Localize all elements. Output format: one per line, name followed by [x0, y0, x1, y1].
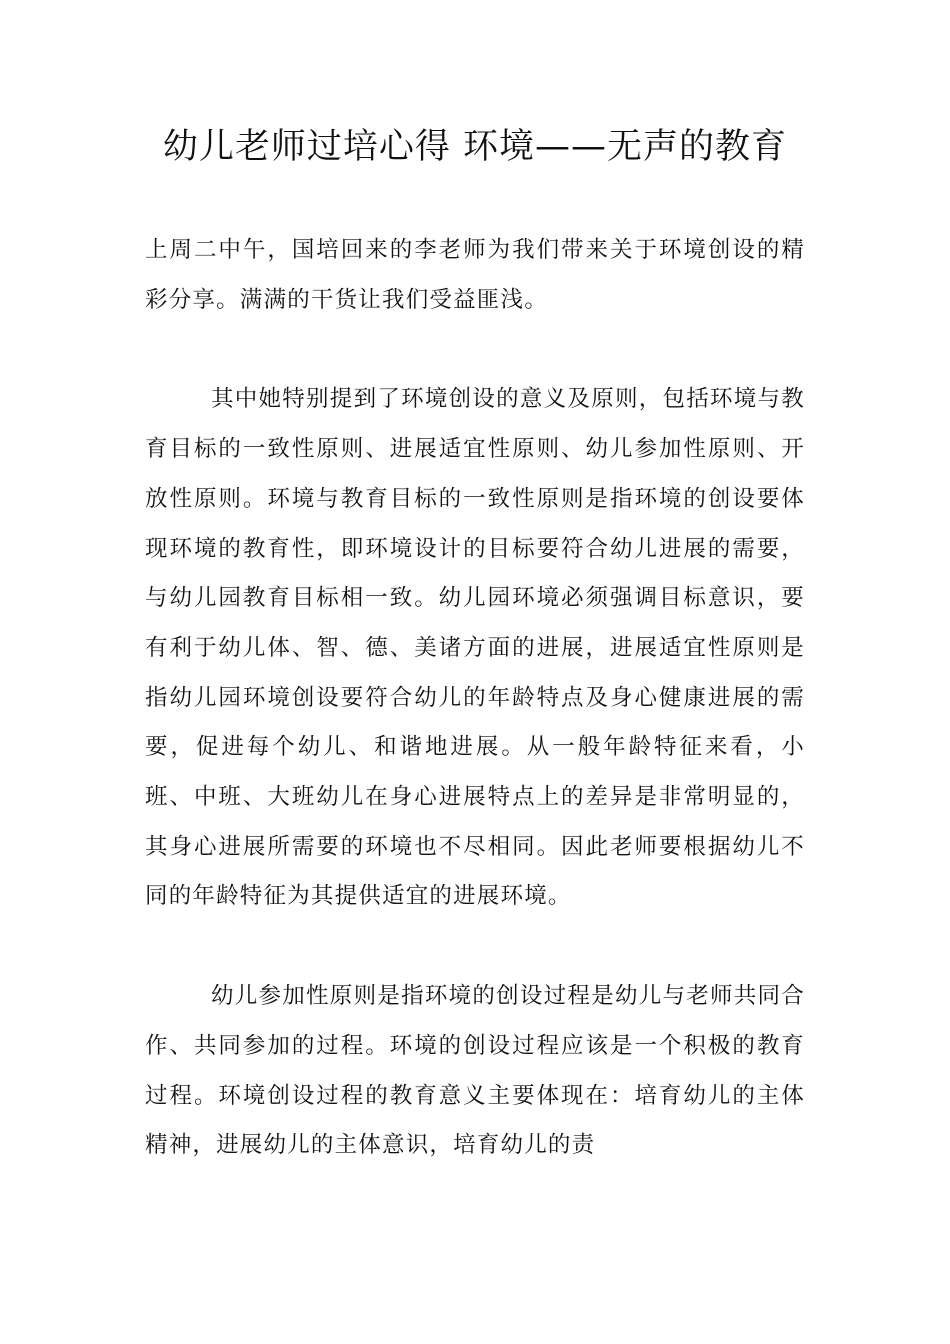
document-title: 幼儿老师过培心得 环境——无声的教育	[162, 127, 788, 167]
paragraph-participation: 幼儿参加性原则是指环境的创设过程是幼儿与老师共同合作、共同参加的过程。环境的创设过程应该是一个积极的教育过程。环境创设过程的教育意义主要体现在：培育幼儿的主体精神，进展幼儿的主体意识，培育幼儿的责	[145, 983, 805, 1159]
paragraph-spacer	[145, 325, 805, 375]
document-body	[145, 226, 805, 1171]
paragraph-principles: 其中她特别提到了环境创设的意义及原则，包括环境与教育目标的一致性原则、进展适宜性原则、幼儿参加性原则、开放性原则。环境与教育目标的一致性原则是指环境的创设要体现环境的教育性，即环境设计的目标要符合幼儿进展的需要，与幼儿园教育目标相一致。幼儿园环境必须强调目标意识，要有利于幼儿体、智、德、美诸方面的进展，进展适宜性原则是指幼儿园环境创设要符合幼儿的年龄特点及身心健康进展的需要，促进每个幼儿、和谐地进展。从一般年龄特征来看，小班、中班、大班幼儿在身心进展特点上的差异是非常明显的，其身心进展所需要的环境也不尽相同。因此老师要根据幼儿不同的年龄特征为其提供适宜的进展环境。	[145, 386, 805, 910]
paragraph-intro: 上周二中午，国培回来的李老师为我们带来关于环境创设的精彩分享。满满的干货让我们受益匪浅。	[145, 237, 805, 313]
paragraph-spacer	[145, 922, 805, 972]
